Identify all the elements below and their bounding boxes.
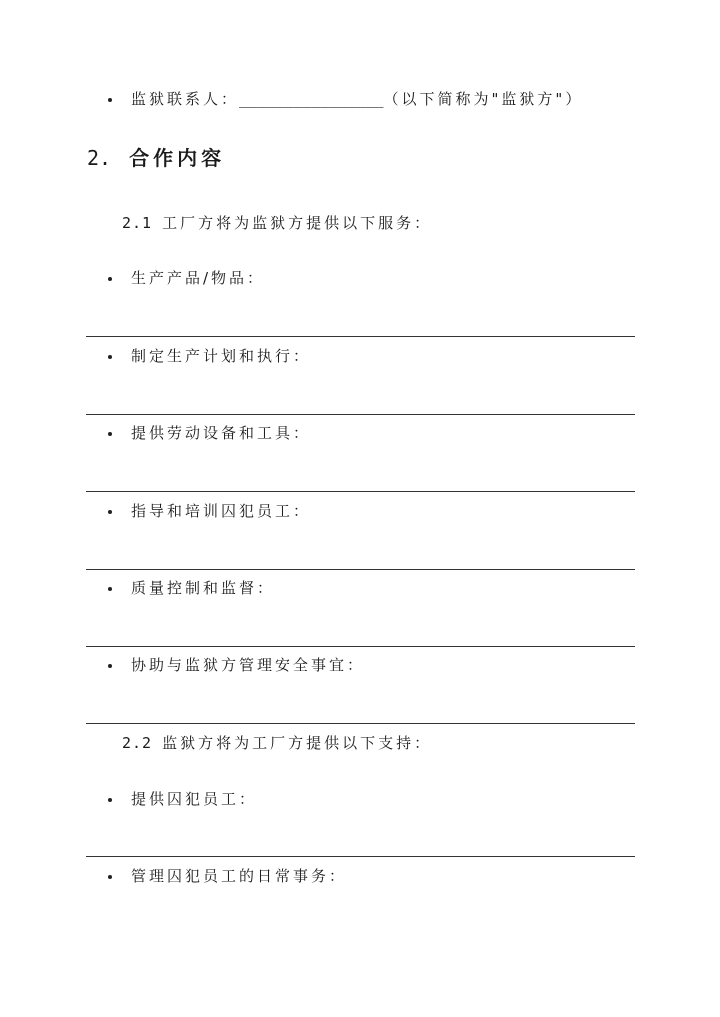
subsection-number: 2.1 xyxy=(122,214,153,232)
list-item-label: 提供囚犯员工： xyxy=(131,790,258,808)
fill-in-line xyxy=(86,491,635,492)
list-item-label: 制定生产计划和执行： xyxy=(131,347,312,365)
list-item-label: 协助与监狱方管理安全事宜： xyxy=(131,656,366,674)
section-number: 2. xyxy=(87,146,112,170)
subsection-text: 工厂方将为监狱方提供以下服务： xyxy=(162,214,433,232)
fill-in-line xyxy=(86,646,635,647)
bullet-icon xyxy=(108,587,112,591)
section-title: 合作内容 xyxy=(129,146,226,170)
fill-in-line xyxy=(86,569,635,570)
contact-suffix: （以下简称为"监狱方"） xyxy=(383,90,584,108)
section-heading xyxy=(87,145,225,171)
bullet-icon xyxy=(108,98,112,102)
list-item-label: 质量控制和监督： xyxy=(131,579,276,597)
bullet-icon xyxy=(108,664,112,668)
fill-in-line xyxy=(86,414,635,415)
contact-label: 监狱联系人： xyxy=(131,90,240,108)
bullet-icon xyxy=(108,432,112,436)
subsection-2-2 xyxy=(122,733,432,753)
list-item-label: 提供劳动设备和工具： xyxy=(131,424,312,442)
subsection-text: 监狱方将为工厂方提供以下支持： xyxy=(162,734,433,752)
bullet-icon xyxy=(108,355,112,359)
subsection-number: 2.2 xyxy=(122,734,153,752)
list-item-label: 生产产品/物品： xyxy=(131,269,266,287)
bullet-icon xyxy=(108,277,112,281)
list-item-label: 指导和培训囚犯员工： xyxy=(131,502,312,520)
fill-in-line xyxy=(86,336,635,337)
subsection-2-1 xyxy=(122,213,432,233)
fill-in-line xyxy=(86,723,635,724)
bullet-icon xyxy=(108,798,112,802)
fill-in-line xyxy=(86,856,635,857)
list-item-label: 管理囚犯员工的日常事务： xyxy=(131,867,348,885)
contact-text xyxy=(131,89,583,109)
bullet-icon xyxy=(108,875,112,879)
contact-blank: ________________ xyxy=(239,90,384,108)
bullet-icon xyxy=(108,510,112,514)
